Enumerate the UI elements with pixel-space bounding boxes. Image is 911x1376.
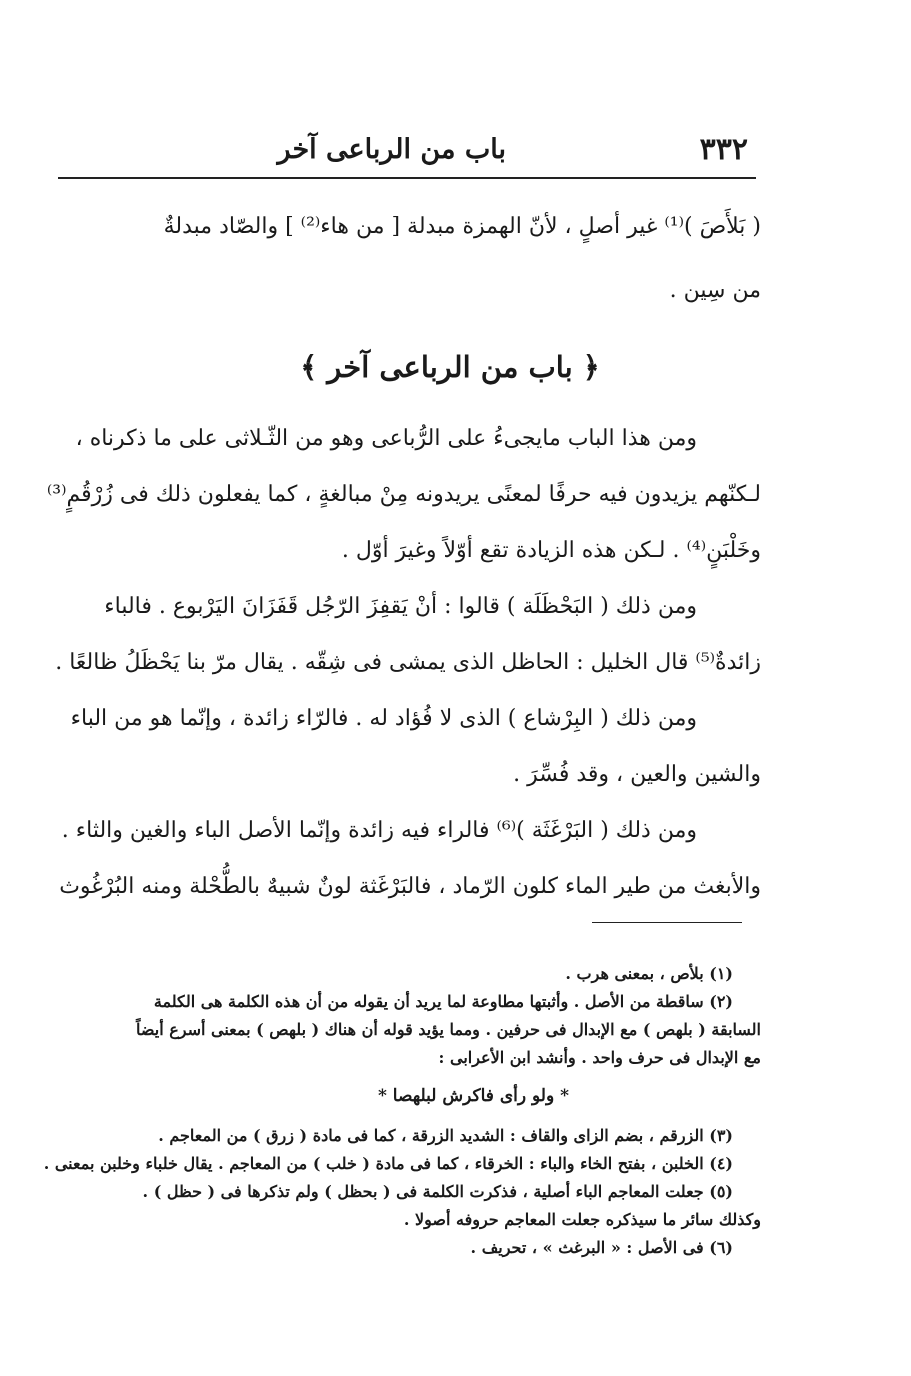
body-line-5: زائدةٌ⁽⁵⁾ قال الخليل : الحاظل الذى يمشى فى شِقّه . يقال مرّ بنا يَحْظَلُ ظالعًا . [55, 650, 761, 675]
body-line-3: وخَلْبَنٍ⁽⁴⁾ . لـكن هذه الزيادة تقع أوّلاً وغيرَ أوّل . [341, 538, 761, 563]
body-line-2: لـكنّهم يزيدون فيه حرفًا لمعنًى يريدونه مِنْ مبالغةٍ ، كما يفعلون ذلك فى زُرْقُمٍ⁽³⁾ [46, 482, 761, 507]
running-title: باب من الرباعى آخر [277, 134, 506, 165]
footnote-rule [592, 922, 742, 923]
body-line-8: ومن ذلك ( البَرْغَثَة )⁽⁶⁾ فالراء فيه زائدة وإنّما الأصل الباء والغين والثاء . [61, 818, 697, 843]
body-line-1: ومن هذا الباب مايجىءُ على الرُّباعى وهو من الثّـلاثى على ما ذكرناه ، [75, 426, 697, 451]
page-header [58, 130, 754, 176]
body-line-4: ومن ذلك ( البَحْظَلَة ) قالوا : أنْ يَقفِزَ الرّجُل قَفَزَانَ اليَرْبوع . فالباء [104, 594, 697, 619]
intro-line-2: من سِين . [669, 278, 761, 303]
body-line-9: والأبغث من طير الماء كلون الرّماد ، فالبَرْغَثة لونٌ شبيهٌ بالطُّحْلة ومنه البُرْغُوث [59, 874, 761, 899]
footnote-5: (٥) جعلت المعاجم الباء أصلية ، فذكرت الكلمة فى ( بحظل ) ولم تذكرها فى ( حظل ) . [142, 1182, 733, 1201]
header-rule [58, 177, 756, 179]
body-line-6: ومن ذلك ( البِرْشاع ) الذى لا فُؤاد له . فالرّاء زائدة ، وإنّما هو من الباء [70, 706, 697, 731]
footnote-6: (٦) فى الأصل : « البرغث » ، تحريف . [470, 1238, 733, 1257]
intro-line-1: ( بَلأَصَ )⁽¹⁾ غير أصلٍ ، لأنّ الهمزة مبدلة [ من هاء⁽²⁾ ] والصّاد مبدلةٌ [163, 214, 761, 239]
section-title: ﴿ باب من الرباعى آخر ﴾ [300, 350, 600, 384]
footnote-verse: * ولو رأى فاكرش لبلهصا * [377, 1086, 569, 1106]
footnote-3: (٣) الزرقم ، بضم الزاى والقاف : الشديد الزرقة ، كما فى مادة ( زرق ) من المعاجم . [158, 1126, 733, 1145]
body-line-7: والشين والعين ، وقد فُسِّرَ . [513, 762, 761, 787]
page-number: ٣٣٢ [699, 132, 748, 167]
footnote-2-cont-1: السابقة ( بلهص ) مع الإبدال فى حرفين . ومما يؤيد قوله أن هناك ( بلهص ) بمعنى أسرع أيضاً [135, 1020, 761, 1039]
footnote-4: (٤) الخلبن ، بفتح الخاء والباء : الخرقاء ، كما فى مادة ( خلب ) من المعاجم . يقال خلباء وخلبن بمعنى . [43, 1154, 733, 1173]
footnote-1: (١) بلأص ، بمعنى هرب . [565, 964, 733, 983]
footnote-2-cont-2: مع الإبدال فى حرف واحد . وأنشد ابن الأعرابى : [438, 1048, 761, 1067]
footnote-5-cont: وكذلك سائر ما سيذكره جعلت المعاجم حروفه أصولا . [403, 1210, 761, 1229]
footnote-2: (٢) ساقطة من الأصل . وأثبتها مطاوعة لما يريد أن يقوله من أن هذه الكلمة هى الكلمة [153, 992, 733, 1011]
